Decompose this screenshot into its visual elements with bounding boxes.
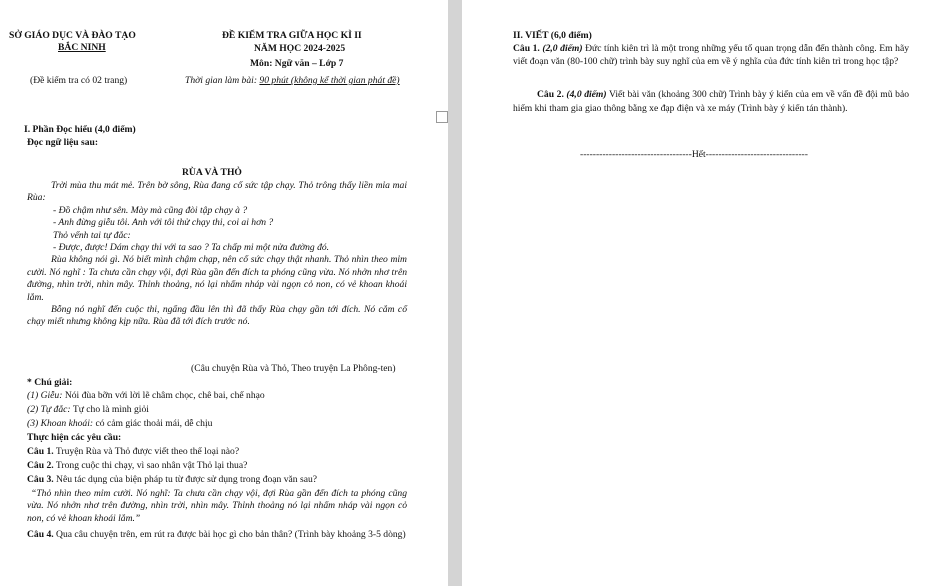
exam-page-2: [462, 0, 934, 586]
writing-question-1: Câu 1. (2,0 điểm) Đức tính kiên trì là một trong những yếu tố quan trọng dẫn đến thành công. Em hãy viết đoạn văn (80-100 chữ) trình bày suy nghĩ của em về ý nghĩa của đức tính kiên trì trong học tập?: [513, 43, 909, 67]
pages-note: (Đề kiểm tra có 02 trang): [30, 75, 128, 86]
exam-title: ĐỀ KIỂM TRA GIỮA HỌC KÌ II: [222, 30, 362, 41]
department-line-1: SỞ GIÁO DỤC VÀ ĐÀO TẠO: [9, 30, 136, 41]
story-paragraph: - Được, được! Dám chạy thi với ta sao ? Ta chấp mi một nửa đường đó.: [53, 242, 330, 254]
writing-section-title: II. VIẾT (6,0 điểm): [513, 30, 592, 41]
question-2: Câu 2. Trong cuộc thi chạy, vì sao nhân vật Thỏ lại thua?: [27, 460, 248, 471]
page-marker: [436, 111, 448, 123]
question-4: Câu 4. Qua câu chuyện trên, em rút ra được bài học gì cho bản thân? (Trình bày khoảng 3-5 dòng): [27, 529, 406, 540]
reading-instruction: Đọc ngữ liệu sau:: [27, 137, 99, 148]
time-note: Thời gian làm bài: 90 phút (không kể thời gian phát đề): [185, 75, 400, 86]
story-paragraph: Rùa không nói gì. Nó biết mình chậm chạp, nên cố sức chạy thật nhanh. Thỏ nhìn theo mỉm cười. Nó nghĩ : Ta chưa cần chạy vội, đợi Rùa gần đến đích ta phóng cũng vừa. Nó nhởn nhơ trên đường, nhìn trời, nhìn mây. Thỉnh thoảng, nó lại nhấm nháp vài ngọn cỏ non, có vẻ khoan khoái lắm.: [27, 254, 407, 303]
exam-page-1: [0, 0, 448, 586]
school-year: NĂM HỌC 2024-2025: [254, 43, 346, 54]
reading-section-title: I. Phần Đọc hiểu (4,0 điểm): [24, 124, 136, 135]
question-1: Câu 1. Truyện Rùa và Thỏ được viết theo thể loại nào?: [27, 446, 240, 457]
story-paragraph: - Anh đừng giễu tôi. Anh với tôi thử chạy thi, coi ai hơn ?: [53, 217, 274, 229]
story-body: [27, 180, 407, 329]
tasks-title: Thực hiện các yêu cầu:: [27, 432, 122, 443]
note-item: (2) Tự đắc: Tự cho là mình giỏi: [27, 404, 149, 415]
end-mark: -----------------------------------Hết--------------------------------: [580, 149, 808, 160]
notes-title: * Chú giải:: [27, 377, 73, 388]
question-3: Câu 3. Nêu tác dụng của biện pháp tu từ được sử dụng trong đoạn văn sau?: [27, 474, 318, 485]
story-paragraph: Bỗng nó nghĩ đến cuộc thi, ngẩng đầu lên thì đã thấy Rùa chạy gần tới đích. Nó cắm cổ chạy miết nhưng không kịp nữa. Rùa đã tới đích trước nó.: [27, 304, 407, 328]
note-item: (3) Khoan khoái: có cảm giác thoải mái, dễ chịu: [27, 418, 213, 429]
note-item: (1) Giễu: Nói đùa bỡn với lời lẽ châm chọc, chê bai, chế nhạo: [27, 390, 265, 401]
story-title: RÙA VÀ THỎ: [182, 167, 242, 178]
department-line-2: BẮC NINH: [58, 42, 106, 53]
story-paragraph: Thỏ vểnh tai tự đắc:: [53, 229, 131, 241]
subject: Môn: Ngữ văn – Lớp 7: [250, 58, 344, 69]
question-3-quote: “Thỏ nhìn theo mỉm cười. Nó nghĩ: Ta chưa cần chạy vội, đợi Rùa gần đến đích ta phóng cũng vừa. Nó nhởn nhơ trên đường, nhìn trời, nhìn mây. Thỉnh thoảng nó lại nhấm nháp vài ngọn cỏ non, có vẻ khoan khoái lắm.”: [27, 488, 407, 524]
story-paragraph: - Đồ chậm như sên. Mày mà cũng đòi tập chạy à ?: [53, 204, 248, 216]
story-paragraph: Trời mùa thu mát mẻ. Trên bờ sông, Rùa đang cố sức tập chạy. Thỏ trông thấy liền mỉa mai Rùa:: [27, 180, 407, 204]
story-source: (Câu chuyện Rùa và Thỏ, Theo truyện La Phông-ten): [191, 363, 396, 374]
writing-question-2: Câu 2. (4,0 điểm) Viết bài văn (khoảng 300 chữ) Trình bày ý kiến của em về vấn đề đội mũ bảo hiểm khi tham gia giao thông bằng xe đạp điện và xe máy (Trình bày ý kiến tán thành).: [513, 89, 909, 114]
